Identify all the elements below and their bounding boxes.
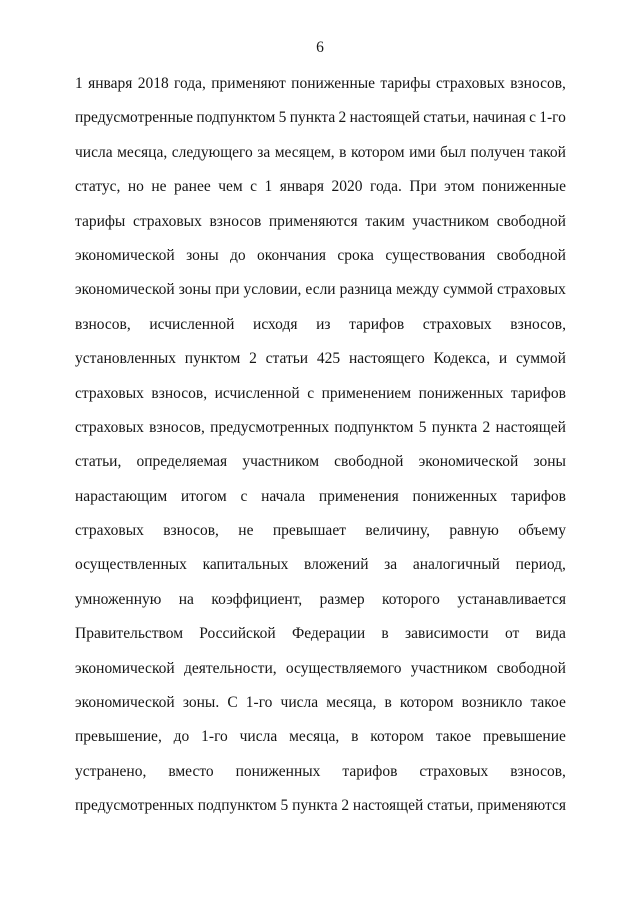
word: в [339, 143, 347, 161]
word: 1-го [539, 109, 566, 127]
word: получен [470, 143, 525, 161]
word: равную [449, 522, 499, 540]
word: вместо [168, 762, 214, 780]
word: статьи [265, 350, 309, 368]
word: за [257, 143, 271, 161]
word: января [279, 178, 325, 196]
text-line [75, 514, 566, 548]
word: настоящей [349, 109, 420, 127]
word: месяцем, [274, 143, 335, 161]
word: нарастающим [75, 487, 168, 505]
page-number: 6 [316, 39, 324, 56]
word: котором [350, 143, 405, 161]
word: предусмотренных [75, 797, 194, 815]
word: существования [385, 246, 486, 264]
word: зоны. [182, 694, 220, 712]
word: экономической [418, 453, 519, 471]
word: пониженных [235, 762, 321, 780]
word: зоны [533, 453, 566, 471]
word: 2018 [137, 75, 169, 92]
word: определяемая [136, 453, 228, 471]
word: таким [365, 212, 405, 230]
word: экономической [75, 659, 175, 677]
word: пункта [289, 109, 336, 127]
word: коэффициент, [211, 590, 303, 608]
word: применением [321, 384, 412, 402]
text-line [75, 273, 566, 307]
word: вида [535, 625, 566, 643]
text-line [75, 101, 566, 135]
text-line [75, 548, 566, 582]
word: от [504, 625, 520, 643]
word: котором [399, 694, 454, 712]
word: применяются [268, 212, 358, 230]
text-line [75, 686, 566, 720]
word: 1-го [245, 694, 273, 712]
word: предусмотренных [210, 418, 330, 436]
word: исчисленной [214, 384, 300, 402]
word: 2 [249, 350, 257, 368]
word: тарифы [75, 212, 126, 230]
word: с [529, 109, 536, 127]
word: и [498, 350, 508, 368]
word: свободной [334, 453, 404, 471]
word: страховых [436, 75, 505, 92]
word: страховых [132, 212, 202, 230]
word: чем [218, 178, 243, 196]
text-line [75, 308, 566, 342]
word: экономической [75, 694, 175, 712]
word: 5 [280, 797, 289, 815]
word: капитальных [202, 556, 289, 574]
word: настоящей [495, 418, 566, 436]
text-line [75, 755, 566, 789]
word: до [230, 246, 246, 264]
word: разница [339, 281, 393, 299]
word: был [439, 143, 467, 161]
word: участником [412, 212, 490, 230]
word: месяца, [289, 728, 340, 746]
word: 2 [341, 797, 350, 815]
word: пунктом [184, 350, 241, 368]
word: тарифов [510, 384, 566, 402]
word: устанавливается [457, 590, 566, 608]
word: 5 [278, 109, 287, 127]
word: 1 [75, 75, 83, 92]
word: свободной [496, 659, 566, 677]
text-line [75, 411, 566, 445]
word: пункта [431, 418, 478, 436]
word: с [250, 178, 258, 196]
word: взносов, [151, 384, 208, 402]
word: осуществляемого [285, 659, 402, 677]
text-line [75, 67, 566, 101]
word: превышает [272, 522, 346, 540]
word: настоящего [348, 350, 425, 368]
text-line [75, 480, 566, 514]
word: участником [242, 453, 320, 471]
word: 2 [338, 109, 347, 127]
word: не [151, 178, 167, 196]
word: экономической [75, 246, 175, 264]
word: 425 [316, 350, 341, 368]
word: страховых [497, 281, 566, 299]
word: итогом [180, 487, 227, 505]
word: такое [530, 694, 566, 712]
text-line [75, 652, 566, 686]
word: Кодекса, [433, 350, 491, 368]
word: в [351, 728, 359, 746]
text-line [75, 136, 566, 170]
word: с [307, 384, 315, 402]
word: деятельности, [184, 659, 277, 677]
text-line [75, 377, 566, 411]
word: вложений [304, 556, 369, 574]
word: года. [369, 178, 402, 196]
word: размер [319, 590, 365, 608]
word: суммой [516, 350, 566, 368]
word: 2020 [331, 178, 363, 196]
text-line [75, 239, 566, 273]
word: экономической [75, 281, 175, 299]
word: месяца, [326, 694, 377, 712]
word: применяются [477, 797, 566, 815]
word: взносов, [75, 315, 131, 333]
word: предусмотренные [75, 109, 194, 127]
word: ранее [174, 178, 211, 196]
word: взносов, [510, 315, 566, 333]
word: объему [518, 522, 566, 540]
word: числа [280, 694, 319, 712]
word: применения [318, 487, 399, 505]
word: страховых [75, 384, 144, 402]
document-body [75, 67, 566, 824]
word: установленных [75, 350, 176, 368]
text-line [75, 720, 566, 754]
word: страховых [75, 418, 144, 436]
word: пониженные [482, 178, 566, 196]
word: на [178, 590, 194, 608]
word: взносов, [510, 762, 566, 780]
word: условии, [243, 281, 302, 299]
word: между [396, 281, 440, 299]
word: статьи, [427, 797, 474, 815]
word: числа [75, 143, 113, 161]
word: до [173, 728, 190, 746]
word: котором [370, 728, 424, 746]
word: подпунктом [197, 797, 277, 815]
word: свободной [496, 246, 566, 264]
word: окончания [257, 246, 326, 264]
word: устранено, [75, 762, 147, 780]
word: тарифов [511, 487, 566, 505]
word: месяца, [117, 143, 168, 161]
word: участником [410, 659, 488, 677]
word: но [127, 178, 144, 196]
word: страховых [419, 762, 489, 780]
text-line [75, 789, 566, 823]
word: аналогичный [412, 556, 500, 574]
word: с [240, 487, 248, 505]
word: января [88, 75, 133, 92]
word: превышение, [75, 728, 162, 746]
word: взносов [209, 212, 262, 230]
word: пониженных [412, 487, 498, 505]
text-line [75, 170, 566, 204]
word: настоящей [352, 797, 424, 815]
word: свободной [496, 212, 566, 230]
text-line [75, 205, 566, 239]
word: взносов, [510, 75, 566, 92]
word: При [409, 178, 437, 196]
word: тарифы [380, 75, 431, 92]
word: пониженных [418, 384, 504, 402]
text-line [75, 342, 566, 376]
word: 5 [418, 418, 427, 436]
word: взносов, [149, 418, 205, 436]
word: при [215, 281, 240, 299]
word: статьи, [75, 453, 122, 471]
word: С [227, 694, 238, 712]
word: тарифов [349, 315, 405, 333]
word: года, [174, 75, 206, 92]
word: в [384, 694, 392, 712]
word: такой [529, 143, 566, 161]
word: которого [382, 590, 440, 608]
word: за [384, 556, 398, 574]
word: такое [435, 728, 472, 746]
word: применяют [211, 75, 286, 92]
word: величину, [365, 522, 430, 540]
word: начиная [472, 109, 526, 127]
word: статус, [75, 178, 121, 196]
word: не [238, 522, 254, 540]
word: зоны [186, 246, 219, 264]
word: если [305, 281, 336, 299]
word: исчисленной [149, 315, 235, 333]
text-line [75, 617, 566, 651]
word: период, [515, 556, 566, 574]
word: страховых [422, 315, 492, 333]
word: пункта [292, 797, 338, 815]
word: следующего [171, 143, 253, 161]
word: зоны [178, 281, 212, 299]
word: числа [239, 728, 278, 746]
word: в [381, 625, 389, 643]
word: срока [337, 246, 374, 264]
word: 2 [482, 418, 491, 436]
word: подпунктом [334, 418, 414, 436]
word: превышение [482, 728, 566, 746]
word: зависимости [405, 625, 489, 643]
word: возникло [461, 694, 523, 712]
word: Федерации [291, 625, 366, 643]
word: умноженную [75, 590, 162, 608]
text-line [75, 583, 566, 617]
word: подпунктом [196, 109, 276, 127]
word: суммой [443, 281, 494, 299]
word: исходя [253, 315, 298, 333]
word: пониженные [291, 75, 376, 92]
word: статьи, [423, 109, 470, 127]
word: тарифов [342, 762, 398, 780]
word: начала [261, 487, 306, 505]
word: ими [409, 143, 436, 161]
word: из [316, 315, 331, 333]
word: страховых [75, 522, 144, 540]
word: этом [444, 178, 475, 196]
word: осуществленных [75, 556, 187, 574]
word: взносов, [163, 522, 219, 540]
word: 1-го [201, 728, 228, 746]
word: Правительством [75, 625, 184, 643]
word: 1 [264, 178, 273, 196]
text-line [75, 445, 566, 479]
word: Российской [199, 625, 276, 643]
